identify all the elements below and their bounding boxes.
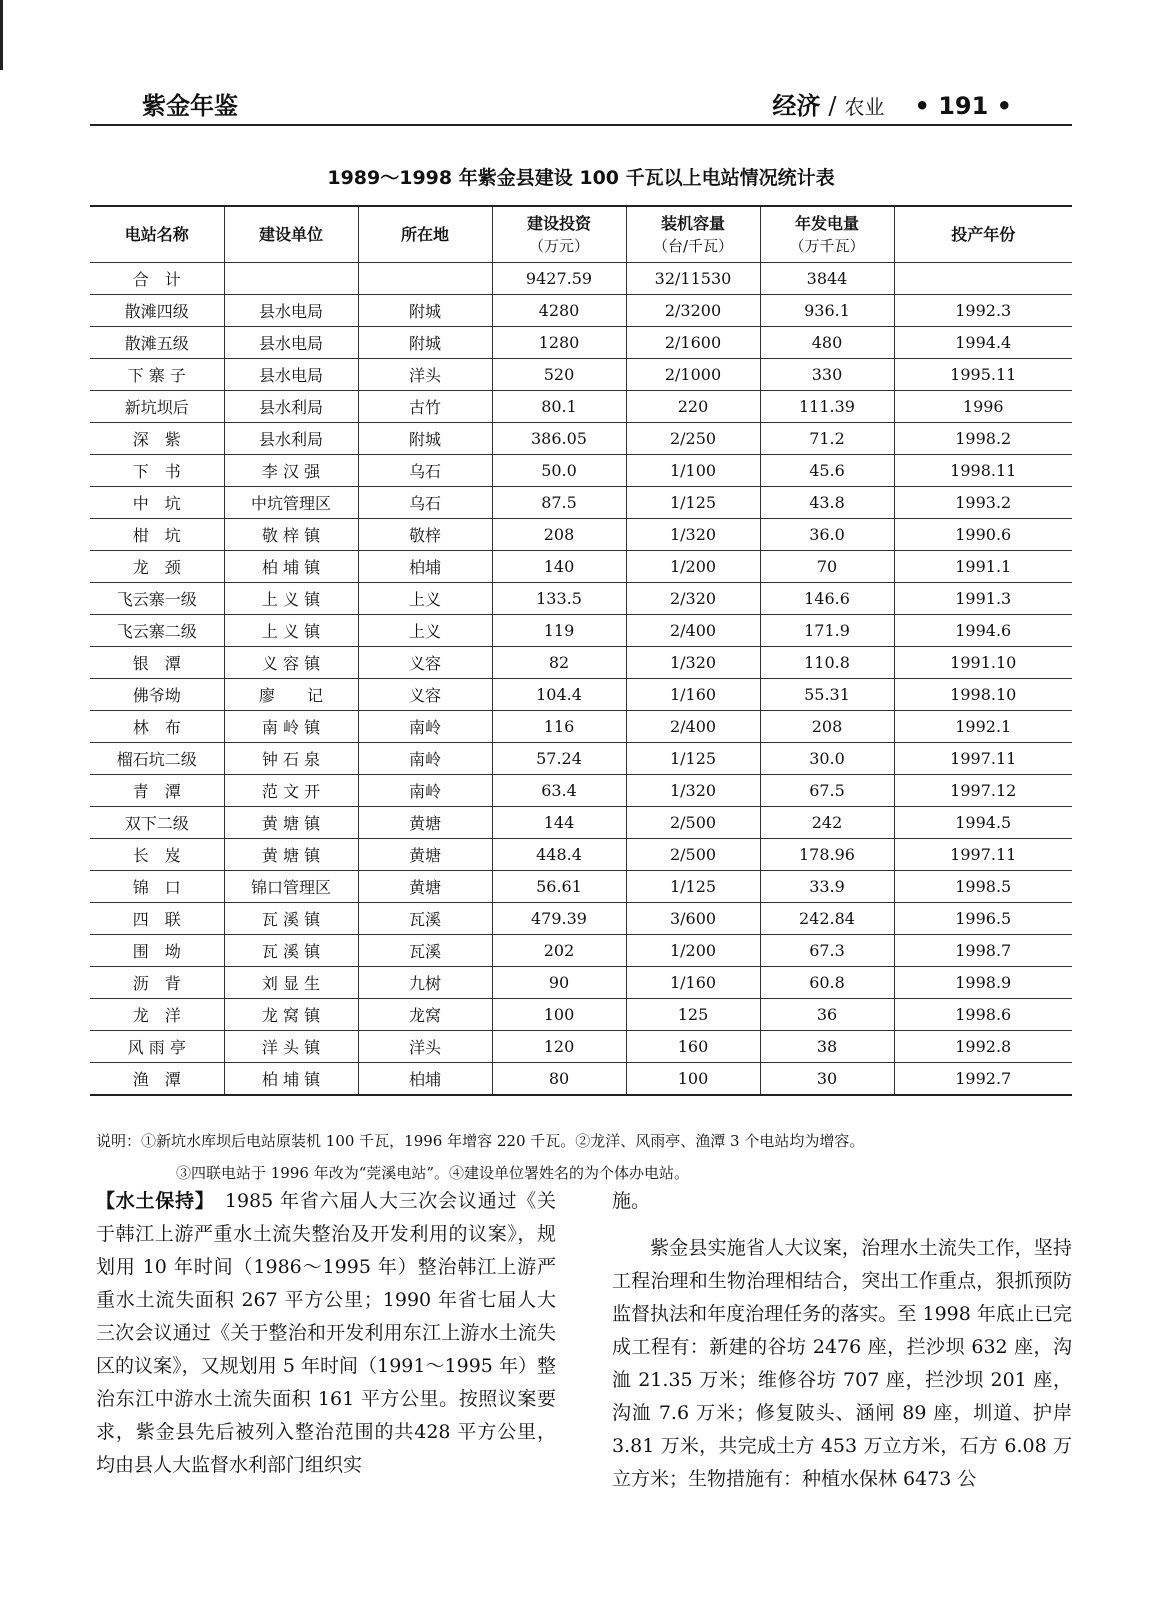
table-cell: 1997.11 — [894, 743, 1072, 775]
book-title: 紫金年鉴 — [142, 92, 238, 120]
table-cell: 义 容 镇 — [224, 647, 358, 679]
table-cell: 下 寨 子 — [90, 359, 224, 391]
column-header-unit: （万千瓦） — [789, 236, 865, 255]
table-row — [90, 935, 1072, 967]
table-row — [90, 743, 1072, 775]
power-station-table — [90, 205, 1072, 1096]
column-header-label: 建设投资 — [526, 213, 591, 233]
table-cell: 南 岭 镇 — [224, 711, 358, 743]
page-number: • 191 • — [914, 92, 1012, 120]
table-cell: 范 文 开 — [224, 775, 358, 807]
table-row — [90, 647, 1072, 679]
table-cell: 242.84 — [760, 903, 894, 935]
table-cell: 乌石 — [358, 455, 492, 487]
table-cell: 中 坑 — [90, 487, 224, 519]
table-cell: 1/320 — [626, 647, 760, 679]
column-header-label: 装机容量 — [660, 213, 725, 233]
table-row — [90, 775, 1072, 807]
table-cell: 936.1 — [760, 295, 894, 327]
table-cell: 1992.8 — [894, 1031, 1072, 1063]
table-cell: 黄塘 — [358, 871, 492, 903]
table-cell: 黄塘 — [358, 839, 492, 871]
table-cell: 1/320 — [626, 519, 760, 551]
table-cell: 1994.4 — [894, 327, 1072, 359]
table-cell: 龙 洋 — [90, 999, 224, 1031]
table-cell: 2/1600 — [626, 327, 760, 359]
article-column-left — [96, 1185, 556, 1482]
table-row — [90, 903, 1072, 935]
table-cell: 448.4 — [492, 839, 626, 871]
table-cell: 1998.5 — [894, 871, 1072, 903]
table-cell: 1998.7 — [894, 935, 1072, 967]
table-cell: 风 雨 亭 — [90, 1031, 224, 1063]
table-notes — [96, 1125, 864, 1189]
table-cell: 104.4 — [492, 679, 626, 711]
table-cell: 30 — [760, 1063, 894, 1096]
table-cell: 上 义 镇 — [224, 615, 358, 647]
table-cell: 黄塘 — [358, 807, 492, 839]
column-header — [492, 206, 626, 263]
article-column-right — [612, 1185, 1072, 1496]
table-cell: 1998.10 — [894, 679, 1072, 711]
table-cell: 1993.2 — [894, 487, 1072, 519]
table-cell: 黄 塘 镇 — [224, 839, 358, 871]
note-line-1: 说明：①新坑水库坝后电站原装机 100 千瓦，1996 年增容 220 千瓦。②龙洋、风雨亭、渔潭 3 个电站均为增容。 — [96, 1132, 865, 1150]
table-row — [90, 455, 1072, 487]
table-row — [90, 327, 1072, 359]
paragraph-1-continued: 施。 — [612, 1190, 651, 1212]
table-row — [90, 487, 1072, 519]
table-cell: 330 — [760, 359, 894, 391]
table-cell: 深 紫 — [90, 423, 224, 455]
table-cell: 长 岌 — [90, 839, 224, 871]
table-cell: 1998.6 — [894, 999, 1072, 1031]
table-cell: 林 布 — [90, 711, 224, 743]
table-cell — [358, 263, 492, 295]
table-cell: 锦口管理区 — [224, 871, 358, 903]
table-cell: 30.0 — [760, 743, 894, 775]
column-header-label: 年发电量 — [794, 213, 859, 233]
table-cell: 柑 坑 — [90, 519, 224, 551]
table-cell: 钟 石 泉 — [224, 743, 358, 775]
table-cell: 青 潭 — [90, 775, 224, 807]
table-cell: 义容 — [358, 647, 492, 679]
table-cell: 208 — [760, 711, 894, 743]
table-cell: 146.6 — [760, 583, 894, 615]
table-cell: 1994.5 — [894, 807, 1072, 839]
paragraph-2: 紫金县实施省人大议案，治理水土流失工作，坚持工程治理和生物治理相结合，突出工作重点，狠抓预防监督执法和年度治理任务的落实。至 1998 年底止已完成工程有：新建的谷坊 2476 座，拦沙坝 632 座，沟洫 21.35 万米；维修谷坊 707 座，拦沙坝 201 座，沟洫 7.6 万米；修复陂头、涵闸 89 座，圳道、护岸 3.81 万米，共完成土方 453 万立方米，石方 6.08 万立方米；生物措施有：种植水保林 6473 公 — [612, 1237, 1072, 1490]
table-cell: 龙 颈 — [90, 551, 224, 583]
table-cell: 38 — [760, 1031, 894, 1063]
table-cell: 1/125 — [626, 871, 760, 903]
table-cell: 南岭 — [358, 743, 492, 775]
table-cell: 义容 — [358, 679, 492, 711]
table-row — [90, 551, 1072, 583]
table-cell: 116 — [492, 711, 626, 743]
table-cell: 2/400 — [626, 711, 760, 743]
table-header-row — [90, 206, 1072, 263]
table-cell: 1/125 — [626, 743, 760, 775]
table-cell: 柏 埔 镇 — [224, 1063, 358, 1096]
table-cell: 1280 — [492, 327, 626, 359]
table-cell: 144 — [492, 807, 626, 839]
table-cell: 四 联 — [90, 903, 224, 935]
column-header-label: 建设单位 — [258, 224, 323, 244]
table-cell: 1997.12 — [894, 775, 1072, 807]
table-cell: 廖 记 — [224, 679, 358, 711]
table-cell — [894, 263, 1072, 295]
table-cell: 洋头 — [358, 359, 492, 391]
column-header — [760, 206, 894, 263]
table-cell: 附城 — [358, 295, 492, 327]
section-heading: 【水土保持】 — [96, 1190, 206, 1212]
table-cell: 县水电局 — [224, 327, 358, 359]
table-cell: 71.2 — [760, 423, 894, 455]
column-header — [358, 206, 492, 263]
table-row — [90, 711, 1072, 743]
table-cell: 乌石 — [358, 487, 492, 519]
table-cell — [224, 263, 358, 295]
table-cell: 82 — [492, 647, 626, 679]
table-cell: 1998.2 — [894, 423, 1072, 455]
table-row — [90, 615, 1072, 647]
table-cell: 新坑坝后 — [90, 391, 224, 423]
table-total-row — [90, 263, 1072, 295]
table-cell: 瓦溪 — [358, 903, 492, 935]
table-row — [90, 807, 1072, 839]
table-cell: 瓦 溪 镇 — [224, 935, 358, 967]
column-header — [894, 206, 1072, 263]
table-body — [90, 263, 1072, 1096]
table-cell: 敬梓 — [358, 519, 492, 551]
table-cell: 56.61 — [492, 871, 626, 903]
table-cell: 柏埔 — [358, 1063, 492, 1096]
table-title: 1989～1998 年紫金县建设 100 千瓦以上电站情况统计表 — [327, 167, 835, 189]
table-cell: 双下二级 — [90, 807, 224, 839]
table-cell: 1/125 — [626, 487, 760, 519]
table-cell: 125 — [626, 999, 760, 1031]
table-cell: 锦 口 — [90, 871, 224, 903]
table-row — [90, 1063, 1072, 1096]
column-header-label: 电站名称 — [124, 224, 189, 244]
column-header — [626, 206, 760, 263]
table-cell: 柏 埔 镇 — [224, 551, 358, 583]
table-cell: 县水利局 — [224, 423, 358, 455]
table-cell: 87.5 — [492, 487, 626, 519]
table-cell: 50.0 — [492, 455, 626, 487]
table-cell: 120 — [492, 1031, 626, 1063]
table-cell: 1992.3 — [894, 295, 1072, 327]
table-cell: 45.6 — [760, 455, 894, 487]
table-cell: 南岭 — [358, 775, 492, 807]
table-cell: 70 — [760, 551, 894, 583]
table-cell: 刘 显 生 — [224, 967, 358, 999]
table-cell: 90 — [492, 967, 626, 999]
table-cell: 2/320 — [626, 583, 760, 615]
table-row — [90, 1031, 1072, 1063]
table-cell: 古竹 — [358, 391, 492, 423]
table-cell: 67.3 — [760, 935, 894, 967]
section-name: 经济 — [772, 92, 821, 120]
paragraph-gap — [612, 1218, 1072, 1232]
table-cell: 县水电局 — [224, 359, 358, 391]
table-cell: 36 — [760, 999, 894, 1031]
table-cell: 1995.11 — [894, 359, 1072, 391]
table-cell: 160 — [626, 1031, 760, 1063]
table-cell: 下 书 — [90, 455, 224, 487]
table-cell: 2/3200 — [626, 295, 760, 327]
table-cell: 1994.6 — [894, 615, 1072, 647]
table-cell: 合 计 — [90, 263, 224, 295]
table-cell: 围 坳 — [90, 935, 224, 967]
table-cell: 133.5 — [492, 583, 626, 615]
table-cell: 李 汉 强 — [224, 455, 358, 487]
table-cell: 佛爷坳 — [90, 679, 224, 711]
table-cell: 上义 — [358, 583, 492, 615]
table-cell: 上 义 镇 — [224, 583, 358, 615]
running-head — [772, 86, 1012, 121]
table-row — [90, 359, 1072, 391]
table-cell: 32/11530 — [626, 263, 760, 295]
paragraph-1: 1985 年省六届人大三次会议通过《关于韩江上游严重水土流失整治及开发利用的议案》，规划用 10 年时间（1986～1995 年）整治韩江上游严重水土流失面积 267 平方公里；1990 年省七届人大三次会议通过《关于整治和开发利用东江上游水土流失区的议案》，又规划用 5 年时间（1991～1995 年）整治东江中游水土流失面积 161 平方公里。按照议案要求，紫金县先后被列入整治范围的共428 平方公里，均由县人大监督水利部门组织实 — [96, 1190, 556, 1476]
table-cell: 渔 潭 — [90, 1063, 224, 1096]
column-header-label: 所在地 — [400, 224, 449, 244]
table-cell: 瓦溪 — [358, 935, 492, 967]
table-cell: 县水电局 — [224, 295, 358, 327]
table-cell: 中坑管理区 — [224, 487, 358, 519]
table-cell: 220 — [626, 391, 760, 423]
table-row — [90, 999, 1072, 1031]
table-cell: 1990.6 — [894, 519, 1072, 551]
table-cell: 1996 — [894, 391, 1072, 423]
table-row — [90, 583, 1072, 615]
table-cell: 1992.1 — [894, 711, 1072, 743]
table-cell: 60.8 — [760, 967, 894, 999]
table-row — [90, 423, 1072, 455]
subsection-name: 农业 — [844, 95, 885, 119]
table-cell: 1992.7 — [894, 1063, 1072, 1096]
table-cell: 202 — [492, 935, 626, 967]
table-cell: 柏埔 — [358, 551, 492, 583]
column-header — [224, 206, 358, 263]
table-row — [90, 839, 1072, 871]
table-cell: 1996.5 — [894, 903, 1072, 935]
table-cell: 520 — [492, 359, 626, 391]
page-header — [90, 86, 1072, 126]
separator: / — [828, 92, 837, 120]
scan-edge-mark — [0, 0, 3, 70]
column-header-unit: （台/千瓦） — [652, 236, 734, 255]
table-row — [90, 391, 1072, 423]
table-cell: 1/200 — [626, 935, 760, 967]
table-cell: 瓦 溪 镇 — [224, 903, 358, 935]
table-row — [90, 871, 1072, 903]
table-cell: 3/600 — [626, 903, 760, 935]
table-cell: 银 潭 — [90, 647, 224, 679]
table-cell: 1/200 — [626, 551, 760, 583]
table-cell: 119 — [492, 615, 626, 647]
table-cell: 1991.1 — [894, 551, 1072, 583]
table-cell: 3844 — [760, 263, 894, 295]
table-cell: 1997.11 — [894, 839, 1072, 871]
table-cell: 县水利局 — [224, 391, 358, 423]
table-cell: 洋头 — [358, 1031, 492, 1063]
column-header — [90, 206, 224, 263]
table-row — [90, 679, 1072, 711]
table-cell: 2/500 — [626, 839, 760, 871]
table-cell: 63.4 — [492, 775, 626, 807]
table-cell: 100 — [492, 999, 626, 1031]
table-cell: 110.8 — [760, 647, 894, 679]
table-cell: 1/160 — [626, 679, 760, 711]
table-cell: 沥 背 — [90, 967, 224, 999]
table-cell: 386.05 — [492, 423, 626, 455]
table-cell: 2/250 — [626, 423, 760, 455]
note-line-2: ③四联电站于 1996 年改为“莞溪电站”。④建设单位署姓名的为个体办电站。 — [176, 1164, 690, 1182]
table-cell: 1991.10 — [894, 647, 1072, 679]
table-cell: 171.9 — [760, 615, 894, 647]
table-cell: 南岭 — [358, 711, 492, 743]
table-cell: 80 — [492, 1063, 626, 1096]
table-cell: 111.39 — [760, 391, 894, 423]
column-header-unit: （万元） — [528, 236, 589, 255]
table-cell: 2/500 — [626, 807, 760, 839]
table-cell: 57.24 — [492, 743, 626, 775]
table-cell: 1991.3 — [894, 583, 1072, 615]
table-cell: 67.5 — [760, 775, 894, 807]
table-cell: 洋 头 镇 — [224, 1031, 358, 1063]
table-cell: 黄 塘 镇 — [224, 807, 358, 839]
table-cell: 55.31 — [760, 679, 894, 711]
table-cell: 附城 — [358, 423, 492, 455]
column-header-label: 投产年份 — [951, 224, 1016, 244]
table-cell: 2/1000 — [626, 359, 760, 391]
table-cell: 140 — [492, 551, 626, 583]
table-row — [90, 967, 1072, 999]
table-cell: 480 — [760, 327, 894, 359]
table-cell: 36.0 — [760, 519, 894, 551]
table-cell: 上义 — [358, 615, 492, 647]
table-cell: 43.8 — [760, 487, 894, 519]
table-cell: 208 — [492, 519, 626, 551]
table-cell: 33.9 — [760, 871, 894, 903]
table-row — [90, 295, 1072, 327]
table-cell: 4280 — [492, 295, 626, 327]
table-cell: 80.1 — [492, 391, 626, 423]
table-cell: 九树 — [358, 967, 492, 999]
table-cell: 散滩五级 — [90, 327, 224, 359]
table-cell: 1998.11 — [894, 455, 1072, 487]
table-cell: 飞云寨二级 — [90, 615, 224, 647]
table-cell: 1998.9 — [894, 967, 1072, 999]
table-cell: 1/320 — [626, 775, 760, 807]
table-cell: 敬 梓 镇 — [224, 519, 358, 551]
table-row — [90, 519, 1072, 551]
table-cell: 1/100 — [626, 455, 760, 487]
table-cell: 龙窝 — [358, 999, 492, 1031]
table-cell: 榴石坑二级 — [90, 743, 224, 775]
table-cell: 1/160 — [626, 967, 760, 999]
table-cell: 龙 窝 镇 — [224, 999, 358, 1031]
table-cell: 9427.59 — [492, 263, 626, 295]
table-cell: 附城 — [358, 327, 492, 359]
table-cell: 2/400 — [626, 615, 760, 647]
table-cell: 479.39 — [492, 903, 626, 935]
table-cell: 飞云寨一级 — [90, 583, 224, 615]
table-cell: 100 — [626, 1063, 760, 1096]
table-cell: 散滩四级 — [90, 295, 224, 327]
table-cell: 242 — [760, 807, 894, 839]
table-cell: 178.96 — [760, 839, 894, 871]
